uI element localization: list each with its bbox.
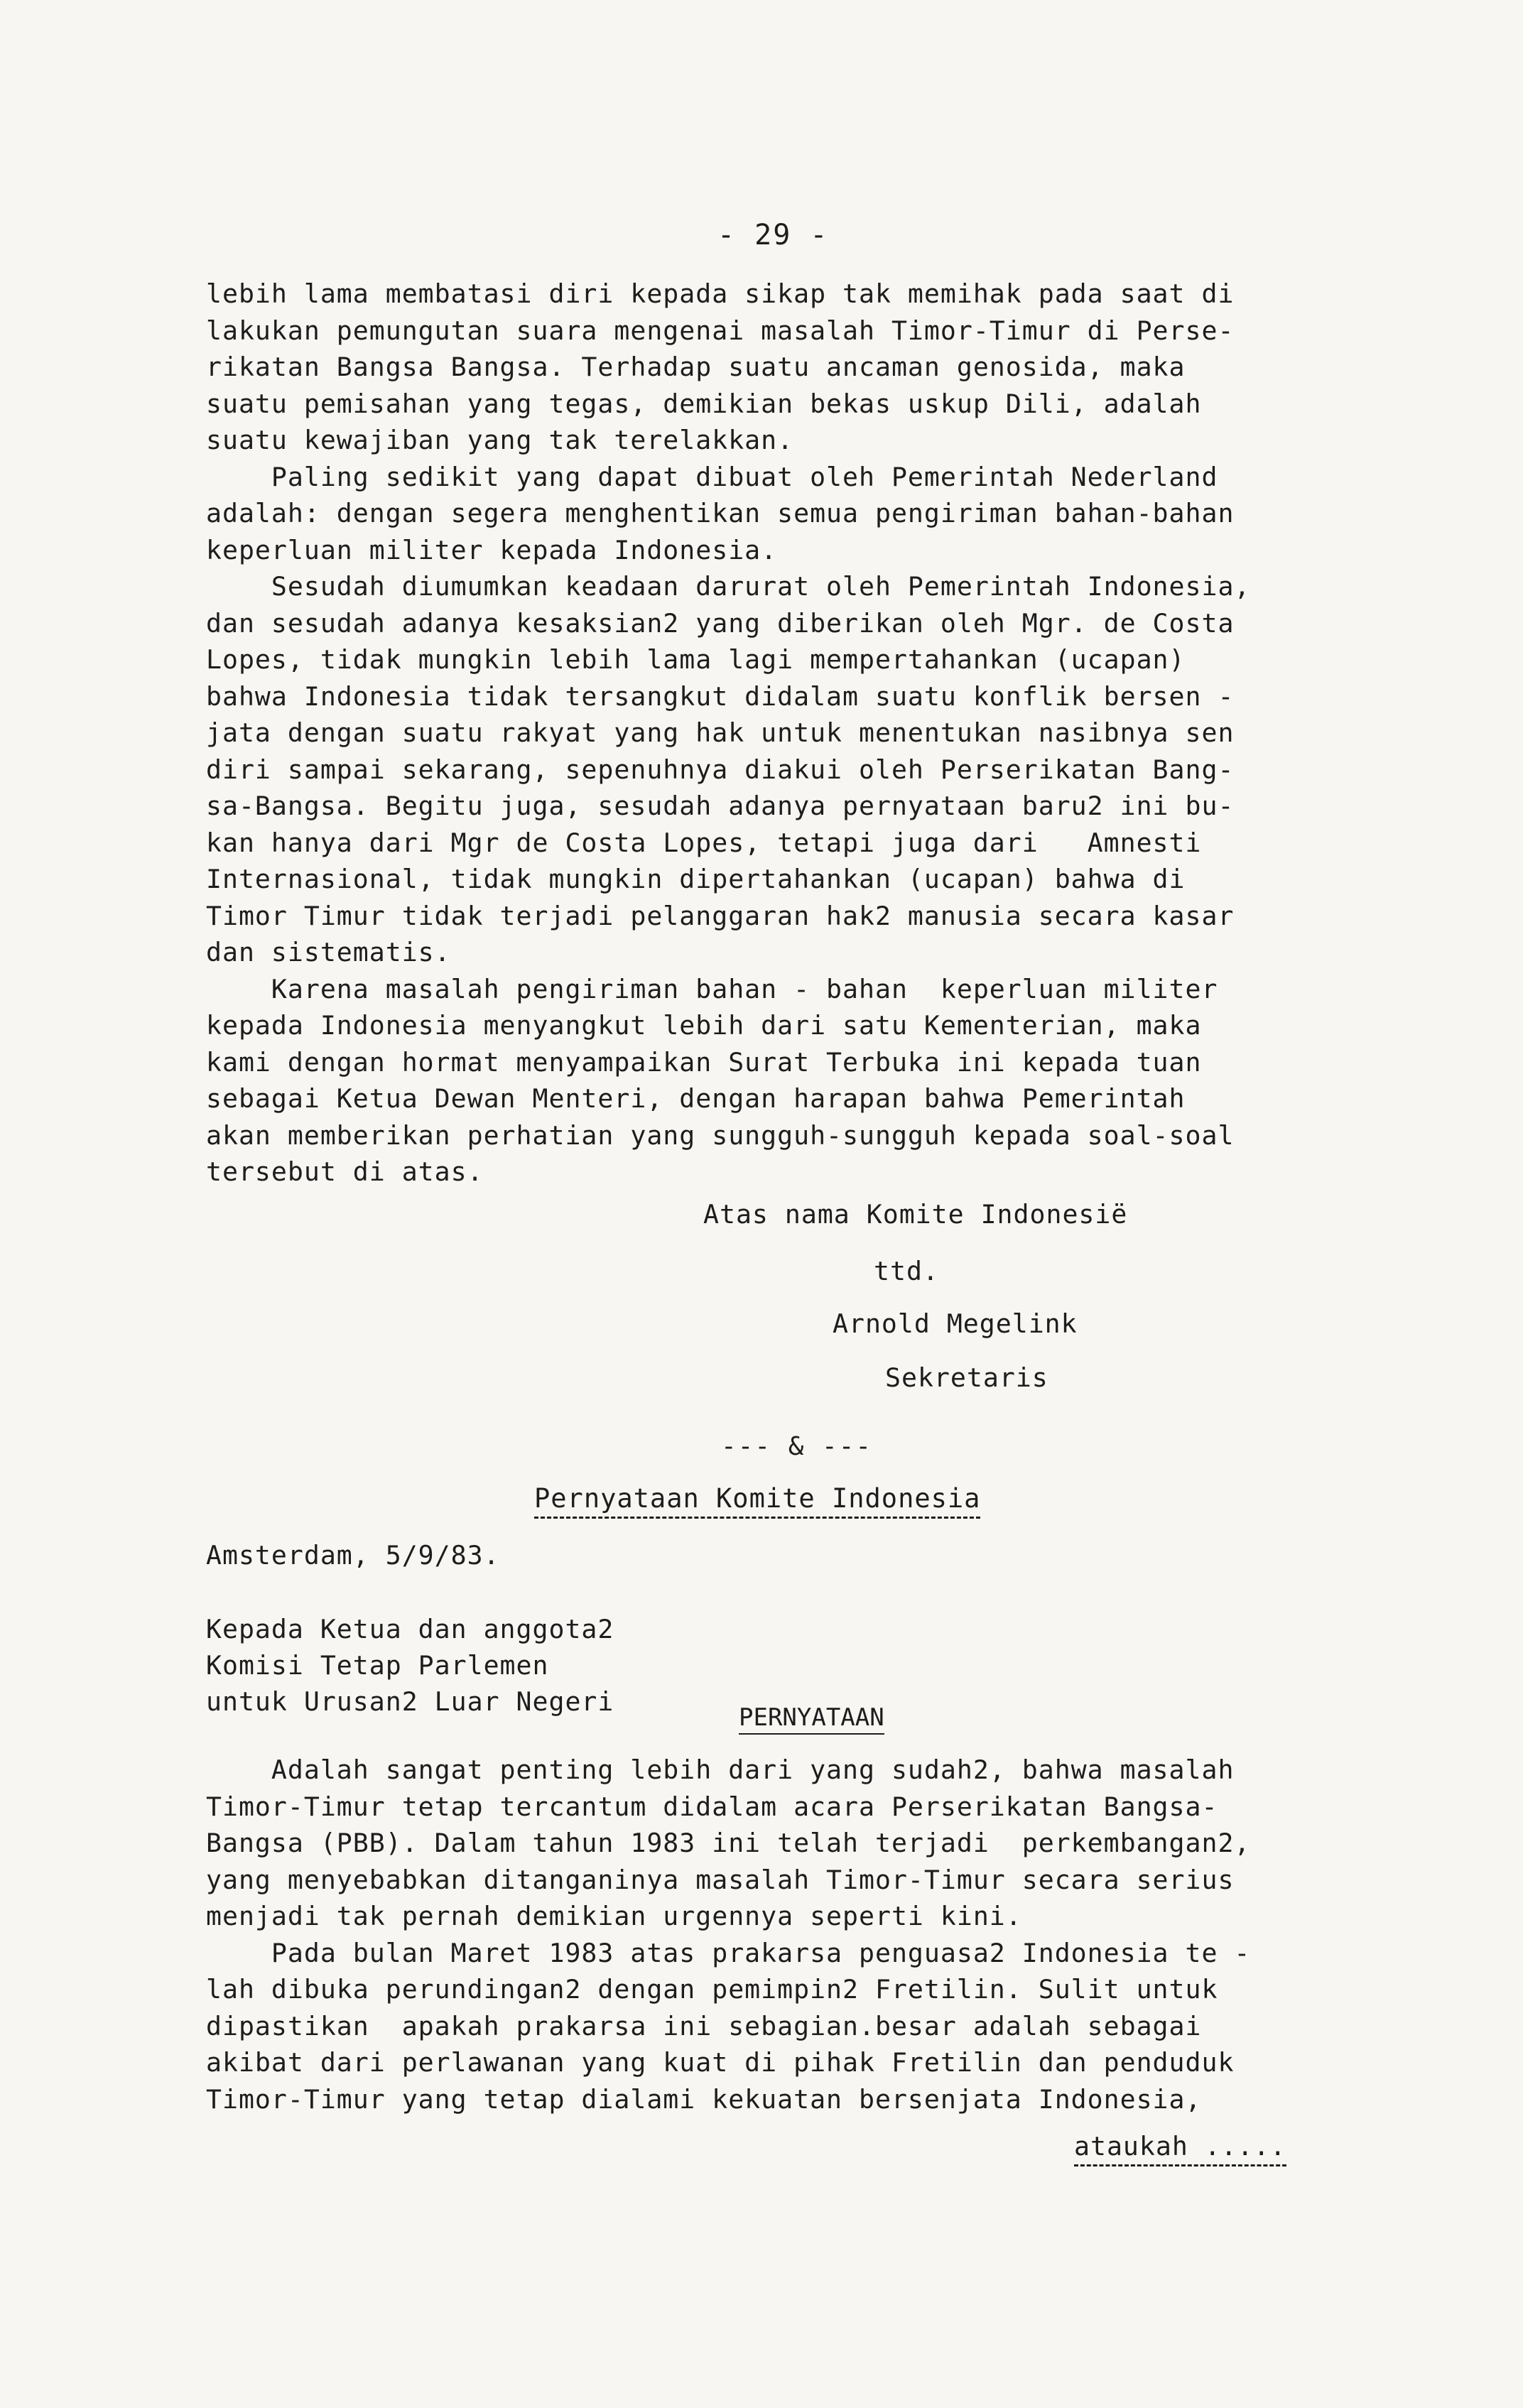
text-line: Lopes, tidak mungkin lebih lama lagi mempertahankan (ucapan) bbox=[206, 644, 1186, 675]
text-line: Timor-Timur tetap tercantum didalam acara Perserikatan Bangsa- bbox=[206, 1791, 1218, 1822]
text-line: Timor-Timur yang tetap dialami kekuatan bersenjata Indonesia, bbox=[206, 2083, 1202, 2115]
text-line: lah dibuka perundingan2 dengan pemimpin2 Fretilin. Sulit untuk bbox=[206, 1974, 1218, 2005]
text-line: dan sistematis. bbox=[206, 937, 451, 967]
text-line: menjadi tak pernah demikian urgennya seperti kini. bbox=[206, 1901, 1022, 1931]
text-line: akan memberikan perhatian yang sungguh-sungguh kepada soal-soal bbox=[206, 1119, 1235, 1151]
text-line: akibat dari perlawanan yang kuat di pihak Fretilin dan penduduk bbox=[206, 2047, 1235, 2078]
text-line: dan sesudah adanya kesaksian2 yang diberikan oleh Mgr. de Costa bbox=[206, 607, 1235, 639]
text-line: Komisi Tetap Parlemen bbox=[206, 1650, 549, 1681]
statement-title: PERNYATAAN bbox=[739, 1703, 884, 1735]
text-line: suatu kewajiban yang tak terelakkan. bbox=[206, 425, 794, 455]
text-line: bahwa Indonesia tidak tersangkut didalam suatu konflik bersen - bbox=[206, 680, 1235, 712]
text-line: suatu pemisahan yang tegas, demikian bekas uskup Dili, adalah bbox=[206, 388, 1202, 419]
text-line: jata dengan suatu rakyat yang hak untuk menentukan nasibnya sen bbox=[206, 717, 1235, 748]
text-line: sebagai Ketua Dewan Menteri, dengan harapan bahwa Pemerintah bbox=[206, 1083, 1186, 1114]
text-line: adalah: dengan segera menghentikan semua pengiriman bahan-bahan bbox=[206, 498, 1235, 528]
text-line: lakukan pemungutan suara mengenai masalah Timor-Timur di Perse- bbox=[206, 315, 1235, 346]
text-line: keperluan militer kepada Indonesia. bbox=[206, 534, 778, 565]
signature-name: Arnold Megelink bbox=[833, 1308, 1078, 1339]
text-line: sa-Bangsa. Begitu juga, sesudah adanya pernyataan baru2 ini bu- bbox=[206, 791, 1235, 821]
text-line: yang menyebabkan ditanganinya masalah Timor-Timur secara serius bbox=[206, 1864, 1235, 1895]
text-line: dipastikan apakah prakarsa ini sebagian.besar adalah sebagai bbox=[206, 2010, 1202, 2041]
text-line: Internasional, tidak mungkin dipertahankan (ucapan) bahwa di bbox=[206, 864, 1186, 894]
statement-body bbox=[206, 1752, 1371, 2117]
statement-address bbox=[206, 1611, 614, 1720]
text-line: diri sampai sekarang, sepenuhnya diakui oleh Perserikatan Bang- bbox=[206, 754, 1235, 785]
text-line: kan hanya dari Mgr de Costa Lopes, tetapi juga dari Amnesti bbox=[206, 827, 1202, 858]
text-line: Kepada Ketua dan anggota2 bbox=[206, 1614, 614, 1644]
text-line: kepada Indonesia menyangkut lebih dari satu Kementerian, maka bbox=[206, 1010, 1202, 1041]
text-line: Adalah sangat penting lebih dari yang sudah2, bahwa masalah bbox=[206, 1755, 1235, 1785]
text-line: Pada bulan Maret 1983 atas prakarsa penguasa2 Indonesia te - bbox=[206, 1937, 1251, 1968]
text-line: Sesudah diumumkan keadaan darurat oleh Pemerintah Indonesia, bbox=[206, 571, 1251, 602]
letter-body bbox=[206, 276, 1371, 1191]
continuation-text: ataukah ..... bbox=[1074, 2131, 1286, 2166]
text-line: untuk Urusan2 Luar Negeri bbox=[206, 1686, 614, 1717]
text-line: Karena masalah pengiriman bahan - bahan keperluan militer bbox=[206, 973, 1218, 1004]
signature-on-behalf: Atas nama Komite Indonesië bbox=[703, 1199, 1128, 1230]
text-line: Timor Timur tidak terjadi pelanggaran hak2 manusia secara kasar bbox=[206, 900, 1235, 931]
section-separator: --- & --- bbox=[721, 1432, 873, 1461]
text-line: rikatan Bangsa Bangsa. Terhadap suatu ancaman genosida, maka bbox=[206, 352, 1186, 382]
signature-ttd: ttd. bbox=[874, 1256, 939, 1286]
statement-heading: Pernyataan Komite Indonesia bbox=[534, 1483, 980, 1519]
text-line: tersebut di atas. bbox=[206, 1156, 484, 1187]
signature-role: Sekretaris bbox=[885, 1362, 1048, 1393]
text-line: lebih lama membatasi diri kepada sikap tak memihak pada saat di bbox=[206, 278, 1235, 309]
page-number: - 29 - bbox=[717, 219, 829, 251]
text-line: Bangsa (PBB). Dalam tahun 1983 ini telah terjadi perkembangan2, bbox=[206, 1828, 1251, 1858]
text-line: Paling sedikit yang dapat dibuat oleh Pemerintah Nederland bbox=[206, 461, 1218, 492]
text-line: kami dengan hormat menyampaikan Surat Terbuka ini kepada tuan bbox=[206, 1046, 1202, 1078]
statement-date: Amsterdam, 5/9/83. bbox=[206, 1540, 500, 1571]
